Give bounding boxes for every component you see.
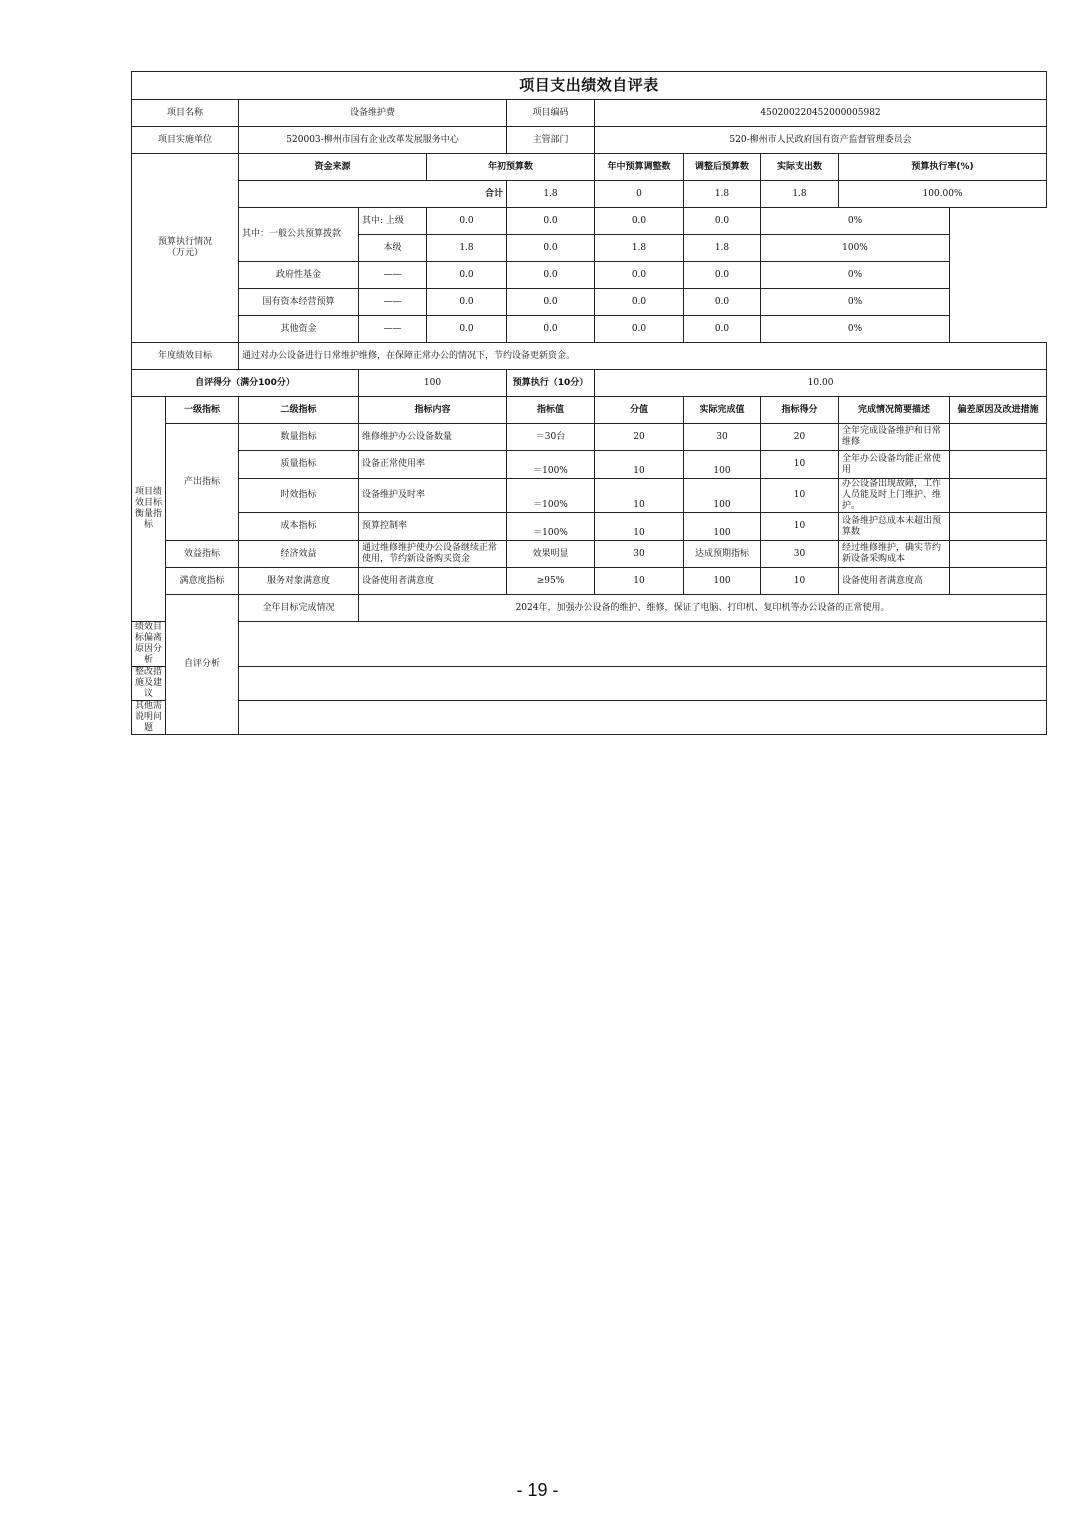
ind-benefit-desc: 经过维修维护，确实节约新设备采购成本: [839, 541, 950, 568]
budget-header-adjusted: 调整后预算数: [684, 154, 761, 181]
budget-capital-rate: 0%: [761, 289, 950, 316]
analysis-other-text: [239, 701, 1047, 735]
ind-quality-content: 设备正常使用率: [359, 451, 507, 479]
ind-header-level2: 二级指标: [239, 397, 359, 424]
project-code-label: 项目编码: [507, 100, 595, 127]
budget-other-dash: ——: [359, 316, 427, 343]
budget-local-adjusted: 1.8: [595, 235, 684, 262]
budget-header-mid-adjust: 年中预算调整数: [595, 154, 684, 181]
ind-benefit-content: 通过维修维护使办公设备继续正常使用，节约新设备购买资金: [359, 541, 507, 568]
ind-quantity-content: 维修维护办公设备数量: [359, 424, 507, 451]
budget-fund-mid: 0.0: [507, 262, 595, 289]
ind-header-level1: 一级指标: [166, 397, 239, 424]
budget-capital-dash: ——: [359, 289, 427, 316]
ind-timeliness-score: 10: [761, 479, 839, 513]
budget-other-initial: 0.0: [427, 316, 507, 343]
ind-timeliness-value: ＝100%: [507, 479, 595, 513]
indicators-section-label: 项目绩效目标衡量指标: [132, 397, 166, 622]
ind-quantity-score: 20: [761, 424, 839, 451]
self-score-value: 100: [359, 370, 507, 397]
analysis-deviation-label: 绩效目标偏离原因分析: [132, 622, 166, 667]
analysis-completion-text: 2024年，加强办公设备的维护、维修，保证了电脑、打印机、复印机等办公设备的正常使用。: [359, 595, 1047, 622]
analysis-deviation-text: [239, 622, 1047, 667]
budget-fund-rate: 0%: [761, 262, 950, 289]
budget-fund-label: 政府性基金: [239, 262, 359, 289]
ind-cost-level2: 成本指标: [239, 513, 359, 541]
project-code-value: 450200220452000005982: [595, 100, 1047, 127]
page-title: 项目支出绩效自评表: [132, 72, 1047, 100]
budget-upper-rate: 0%: [761, 208, 950, 235]
dept-label: 主管部门: [507, 127, 595, 154]
ind-cost-desc: 设备维护总成本未超出预算数: [839, 513, 950, 541]
ind-benefit-weight: 30: [595, 541, 684, 568]
dept-value: 520-柳州市人民政府国有资产监督管理委员会: [595, 127, 1047, 154]
ind-timeliness-deviation: [950, 479, 1047, 513]
budget-fund-adjusted: 0.0: [595, 262, 684, 289]
project-name-label: 项目名称: [132, 100, 239, 127]
budget-other-label: 其他资金: [239, 316, 359, 343]
ind-quality-score: 10: [761, 451, 839, 479]
budget-header-source: 资金来源: [239, 154, 427, 181]
budget-local-actual: 1.8: [684, 235, 761, 262]
ind-quality-desc: 全年办公设备均能正常使用: [839, 451, 950, 479]
budget-local-rate: 100%: [761, 235, 950, 262]
budget-fund-actual: 0.0: [684, 262, 761, 289]
ind-cost-deviation: [950, 513, 1047, 541]
budget-capital-label: 国有资本经营预算: [239, 289, 359, 316]
ind-header-content: 指标内容: [359, 397, 507, 424]
budget-local-initial: 1.8: [427, 235, 507, 262]
ind-header-actual: 实际完成值: [684, 397, 761, 424]
budget-upper-mid: 0.0: [507, 208, 595, 235]
budget-capital-actual: 0.0: [684, 289, 761, 316]
budget-total-rate: 100.00%: [839, 181, 1047, 208]
budget-local-label: 本级: [359, 235, 427, 262]
ind-quality-actual: 100: [684, 451, 761, 479]
evaluation-table: [131, 71, 1047, 735]
budget-exec-label: 预算执行（10分）: [507, 370, 595, 397]
ind-satisfaction-score: 10: [761, 568, 839, 595]
ind-header-desc: 完成情况简要描述: [839, 397, 950, 424]
analysis-section-label: 自评分析: [166, 595, 239, 735]
budget-total-mid: 0: [595, 181, 684, 208]
ind-satisfaction-content: 设备使用者满意度: [359, 568, 507, 595]
ind-timeliness-level2: 时效指标: [239, 479, 359, 513]
ind-cost-score: 10: [761, 513, 839, 541]
ind-quantity-desc: 全年完成设备维护和日常维修: [839, 424, 950, 451]
ind-quality-weight: 10: [595, 451, 684, 479]
performance-self-evaluation-sheet: [131, 71, 1046, 735]
ind-header-weight: 分值: [595, 397, 684, 424]
ind-timeliness-desc: 办公设备出现故障，工作人员能及时上门维护、维护。: [839, 479, 950, 513]
budget-other-adjusted: 0.0: [595, 316, 684, 343]
budget-upper-actual: 0.0: [684, 208, 761, 235]
ind-benefit-score: 30: [761, 541, 839, 568]
ind-satisfaction-weight: 10: [595, 568, 684, 595]
ind-benefit-level1: 效益指标: [166, 541, 239, 568]
budget-other-actual: 0.0: [684, 316, 761, 343]
budget-exec-value: 10.00: [595, 370, 1047, 397]
budget-general-label: 其中：一般公共预算拨款: [239, 208, 359, 262]
ind-output-label: 产出指标: [166, 424, 239, 541]
ind-benefit-value: 效果明显: [507, 541, 595, 568]
ind-satisfaction-level2: 服务对象满意度: [239, 568, 359, 595]
budget-total-label: 合计: [239, 181, 507, 208]
unit-label: 项目实施单位: [132, 127, 239, 154]
ind-header-value: 指标值: [507, 397, 595, 424]
ind-timeliness-actual: 100: [684, 479, 761, 513]
analysis-measures-label: 整改措施及建议: [132, 667, 166, 701]
ind-cost-actual: 100: [684, 513, 761, 541]
ind-quantity-deviation: [950, 424, 1047, 451]
ind-timeliness-content: 设备维护及时率: [359, 479, 507, 513]
ind-satisfaction-value: ≥95%: [507, 568, 595, 595]
unit-value: 520003-柳州市国有企业改革发展服务中心: [239, 127, 507, 154]
analysis-completion-label: 全年目标完成情况: [239, 595, 359, 622]
budget-local-mid: 0.0: [507, 235, 595, 262]
budget-section-label: [132, 154, 239, 343]
budget-total-initial: 1.8: [507, 181, 595, 208]
ind-satisfaction-actual: 100: [684, 568, 761, 595]
budget-header-rate: 预算执行率(%): [839, 154, 1047, 181]
ind-satisfaction-deviation: [950, 568, 1047, 595]
budget-fund-initial: 0.0: [427, 262, 507, 289]
ind-timeliness-weight: 10: [595, 479, 684, 513]
ind-satisfaction-desc: 设备使用者满意度高: [839, 568, 950, 595]
ind-cost-value: ＝100%: [507, 513, 595, 541]
project-name-value: 设备维护费: [239, 100, 507, 127]
ind-quantity-value: ＝30台: [507, 424, 595, 451]
budget-other-mid: 0.0: [507, 316, 595, 343]
ind-quality-value: ＝100%: [507, 451, 595, 479]
ind-header-deviation: 偏差原因及改进措施: [950, 397, 1047, 424]
budget-capital-mid: 0.0: [507, 289, 595, 316]
budget-capital-initial: 0.0: [427, 289, 507, 316]
budget-total-actual: 1.8: [761, 181, 839, 208]
budget-upper-label: 其中: 上级: [359, 208, 427, 235]
ind-quality-level2: 质量指标: [239, 451, 359, 479]
self-score-label: 自评得分（满分100分）: [132, 370, 359, 397]
ind-benefit-level2: 经济效益: [239, 541, 359, 568]
analysis-measures-text: [239, 667, 1047, 701]
budget-capital-adjusted: 0.0: [595, 289, 684, 316]
budget-upper-initial: 0.0: [427, 208, 507, 235]
budget-total-adjusted: 1.8: [684, 181, 761, 208]
ind-benefit-deviation: [950, 541, 1047, 568]
ind-cost-weight: 10: [595, 513, 684, 541]
ind-quantity-weight: 20: [595, 424, 684, 451]
ind-quantity-actual: 30: [684, 424, 761, 451]
annual-goal-text: 通过对办公设备进行日常维护维修，在保障正常办公的情况下，节约设备更新资金。: [239, 343, 1047, 370]
ind-satisfaction-level1: 满意度指标: [166, 568, 239, 595]
budget-other-rate: 0%: [761, 316, 950, 343]
ind-quality-deviation: [950, 451, 1047, 479]
budget-header-initial: 年初预算数: [427, 154, 595, 181]
ind-quantity-level2: 数量指标: [239, 424, 359, 451]
budget-header-actual: 实际支出数: [761, 154, 839, 181]
budget-upper-adjusted: 0.0: [595, 208, 684, 235]
budget-section-label-text: 预算执行情况 （万元）: [157, 237, 212, 258]
budget-fund-dash: ——: [359, 262, 427, 289]
analysis-other-label: 其他需说明问题: [132, 701, 166, 735]
page-number: - 19 -: [516, 1480, 559, 1500]
ind-benefit-actual: 达成预期指标: [684, 541, 761, 568]
annual-goal-label: 年度绩效目标: [132, 343, 239, 370]
ind-header-score: 指标得分: [761, 397, 839, 424]
ind-cost-content: 预算控制率: [359, 513, 507, 541]
